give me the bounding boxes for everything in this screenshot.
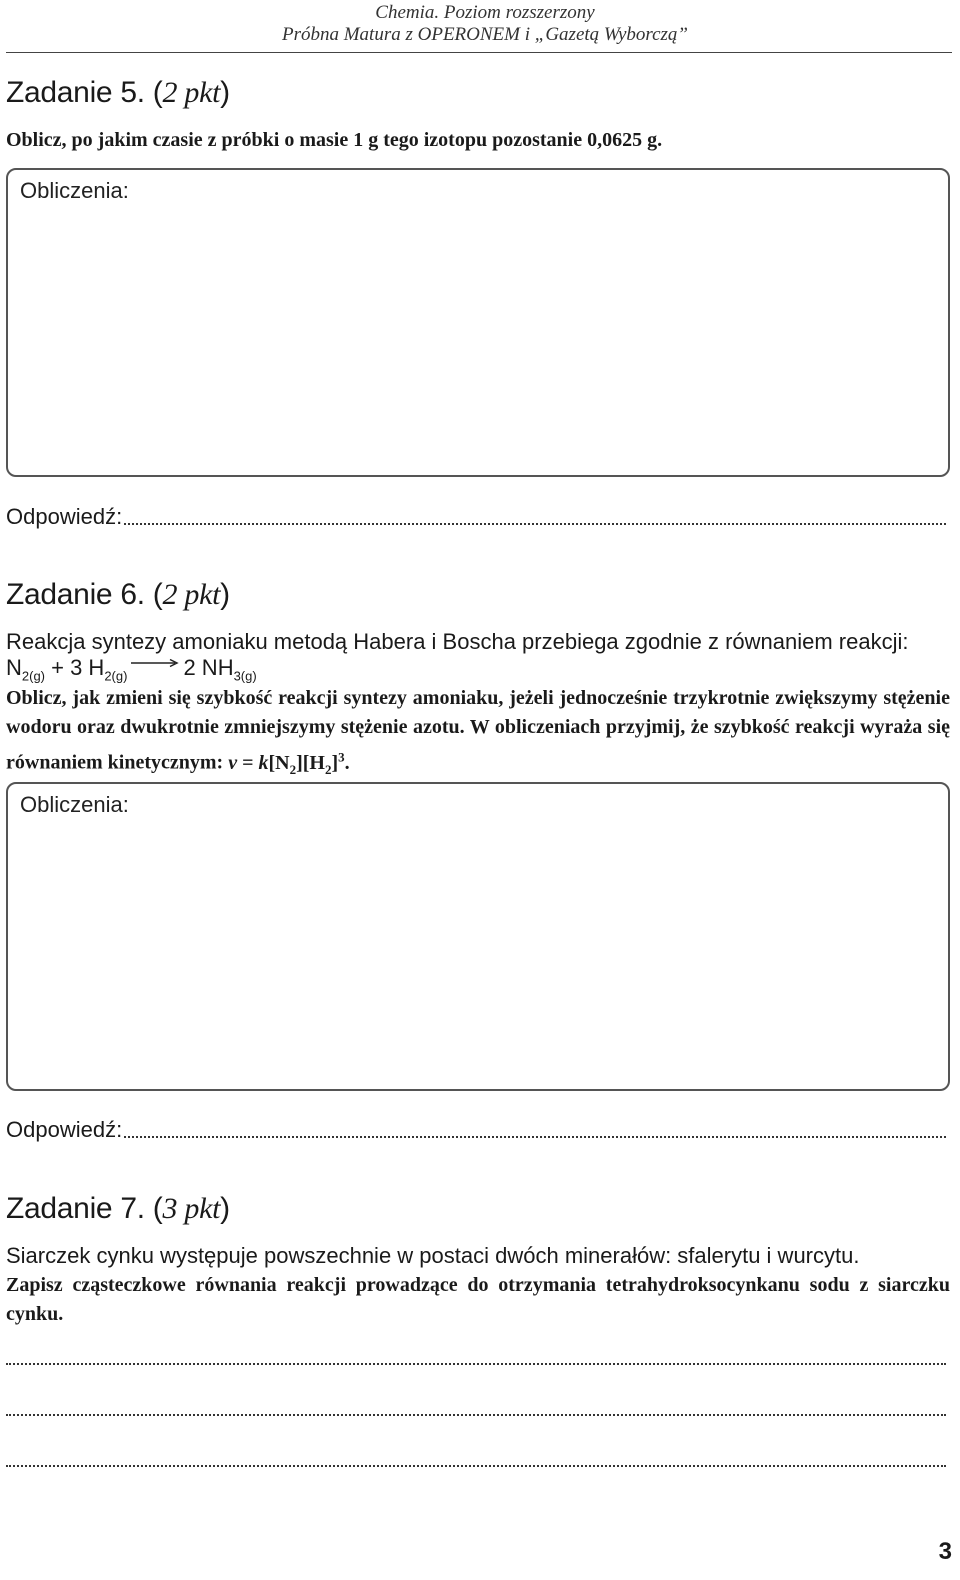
answer-label: Odpowiedź: xyxy=(6,504,123,529)
answer-dotted-line-1[interactable] xyxy=(6,1362,946,1365)
answer-dotted-line-2[interactable] xyxy=(6,1413,946,1416)
task-6-answer-line[interactable] xyxy=(6,1113,946,1143)
answer-dotted-line-3[interactable] xyxy=(6,1464,946,1467)
calculation-label: Obliczenia: xyxy=(20,792,129,817)
reaction-arrow-icon xyxy=(131,658,179,668)
calculation-label: Obliczenia: xyxy=(20,178,129,203)
task-6-question: Oblicz, jak zmieni się szybkość reakcji syntezy amoniaku, jeżeli jednocześnie trzykrotnie zwiększymy stężenie wodoru oraz dwukrotnie zmniejszymy stężenie azotu. W obliczeniach przyjmij, że szybkość reakcji wyraża się równaniem kinetycznym: $v = k[N_2][H_2]^3$. xyxy=(6,687,950,777)
page-header xyxy=(250,2,720,46)
header-exam: Próbna Matura z OPERONEM i „Gazetą Wyborczą” xyxy=(281,24,689,45)
task-6-points: 2 pkt xyxy=(162,578,221,611)
task-7-question: Zapisz cząsteczkowe równania reakcji prowadzące do otrzymania tetrahydroksocynkanu sodu z siarczku cynku. xyxy=(6,1274,950,1325)
task-5-title: Zadanie 5. (2 pkt) xyxy=(6,76,230,109)
answer-dotted-line xyxy=(124,522,946,525)
answer-dotted-line xyxy=(124,1135,946,1138)
task-6-intro: Reakcja syntezy amoniaku metodą Habera i Boscha przebiega zgodnie z równaniem reakcji: xyxy=(6,629,909,654)
header-subject: Chemia. Poziom rozszerzony xyxy=(375,2,595,23)
task-5-question: Oblicz, po jakim czasie z próbki o masie 1 g tego izotopu pozostanie 0,0625 g. xyxy=(6,129,663,151)
task-7-points: 3 pkt xyxy=(162,1192,221,1225)
page-number: 3 xyxy=(938,1538,952,1565)
task-5-calculation-box[interactable] xyxy=(6,168,950,477)
task-5-answer-line[interactable] xyxy=(6,500,946,530)
task-7-intro: Siarczek cynku występuje powszechnie w postaci dwóch minerałów: sfalerytu i wurcytu. xyxy=(6,1243,860,1268)
kinetic-equation: $v = k[N_2][H_2]^3$. xyxy=(228,749,350,777)
reaction-equation: $N_{2(g)} + 3$ $H_{2(g)}$ 2 $NH_{3(g)}$ xyxy=(6,655,257,684)
task-6-title: Zadanie 6. (2 pkt) xyxy=(6,578,230,611)
task-6-calculation-box[interactable] xyxy=(6,782,950,1091)
answer-label: Odpowiedź: xyxy=(6,1117,123,1142)
task-7-title: Zadanie 7. (3 pkt) xyxy=(6,1192,230,1225)
task-5-points: 2 pkt xyxy=(162,76,221,109)
header-divider xyxy=(6,52,952,53)
